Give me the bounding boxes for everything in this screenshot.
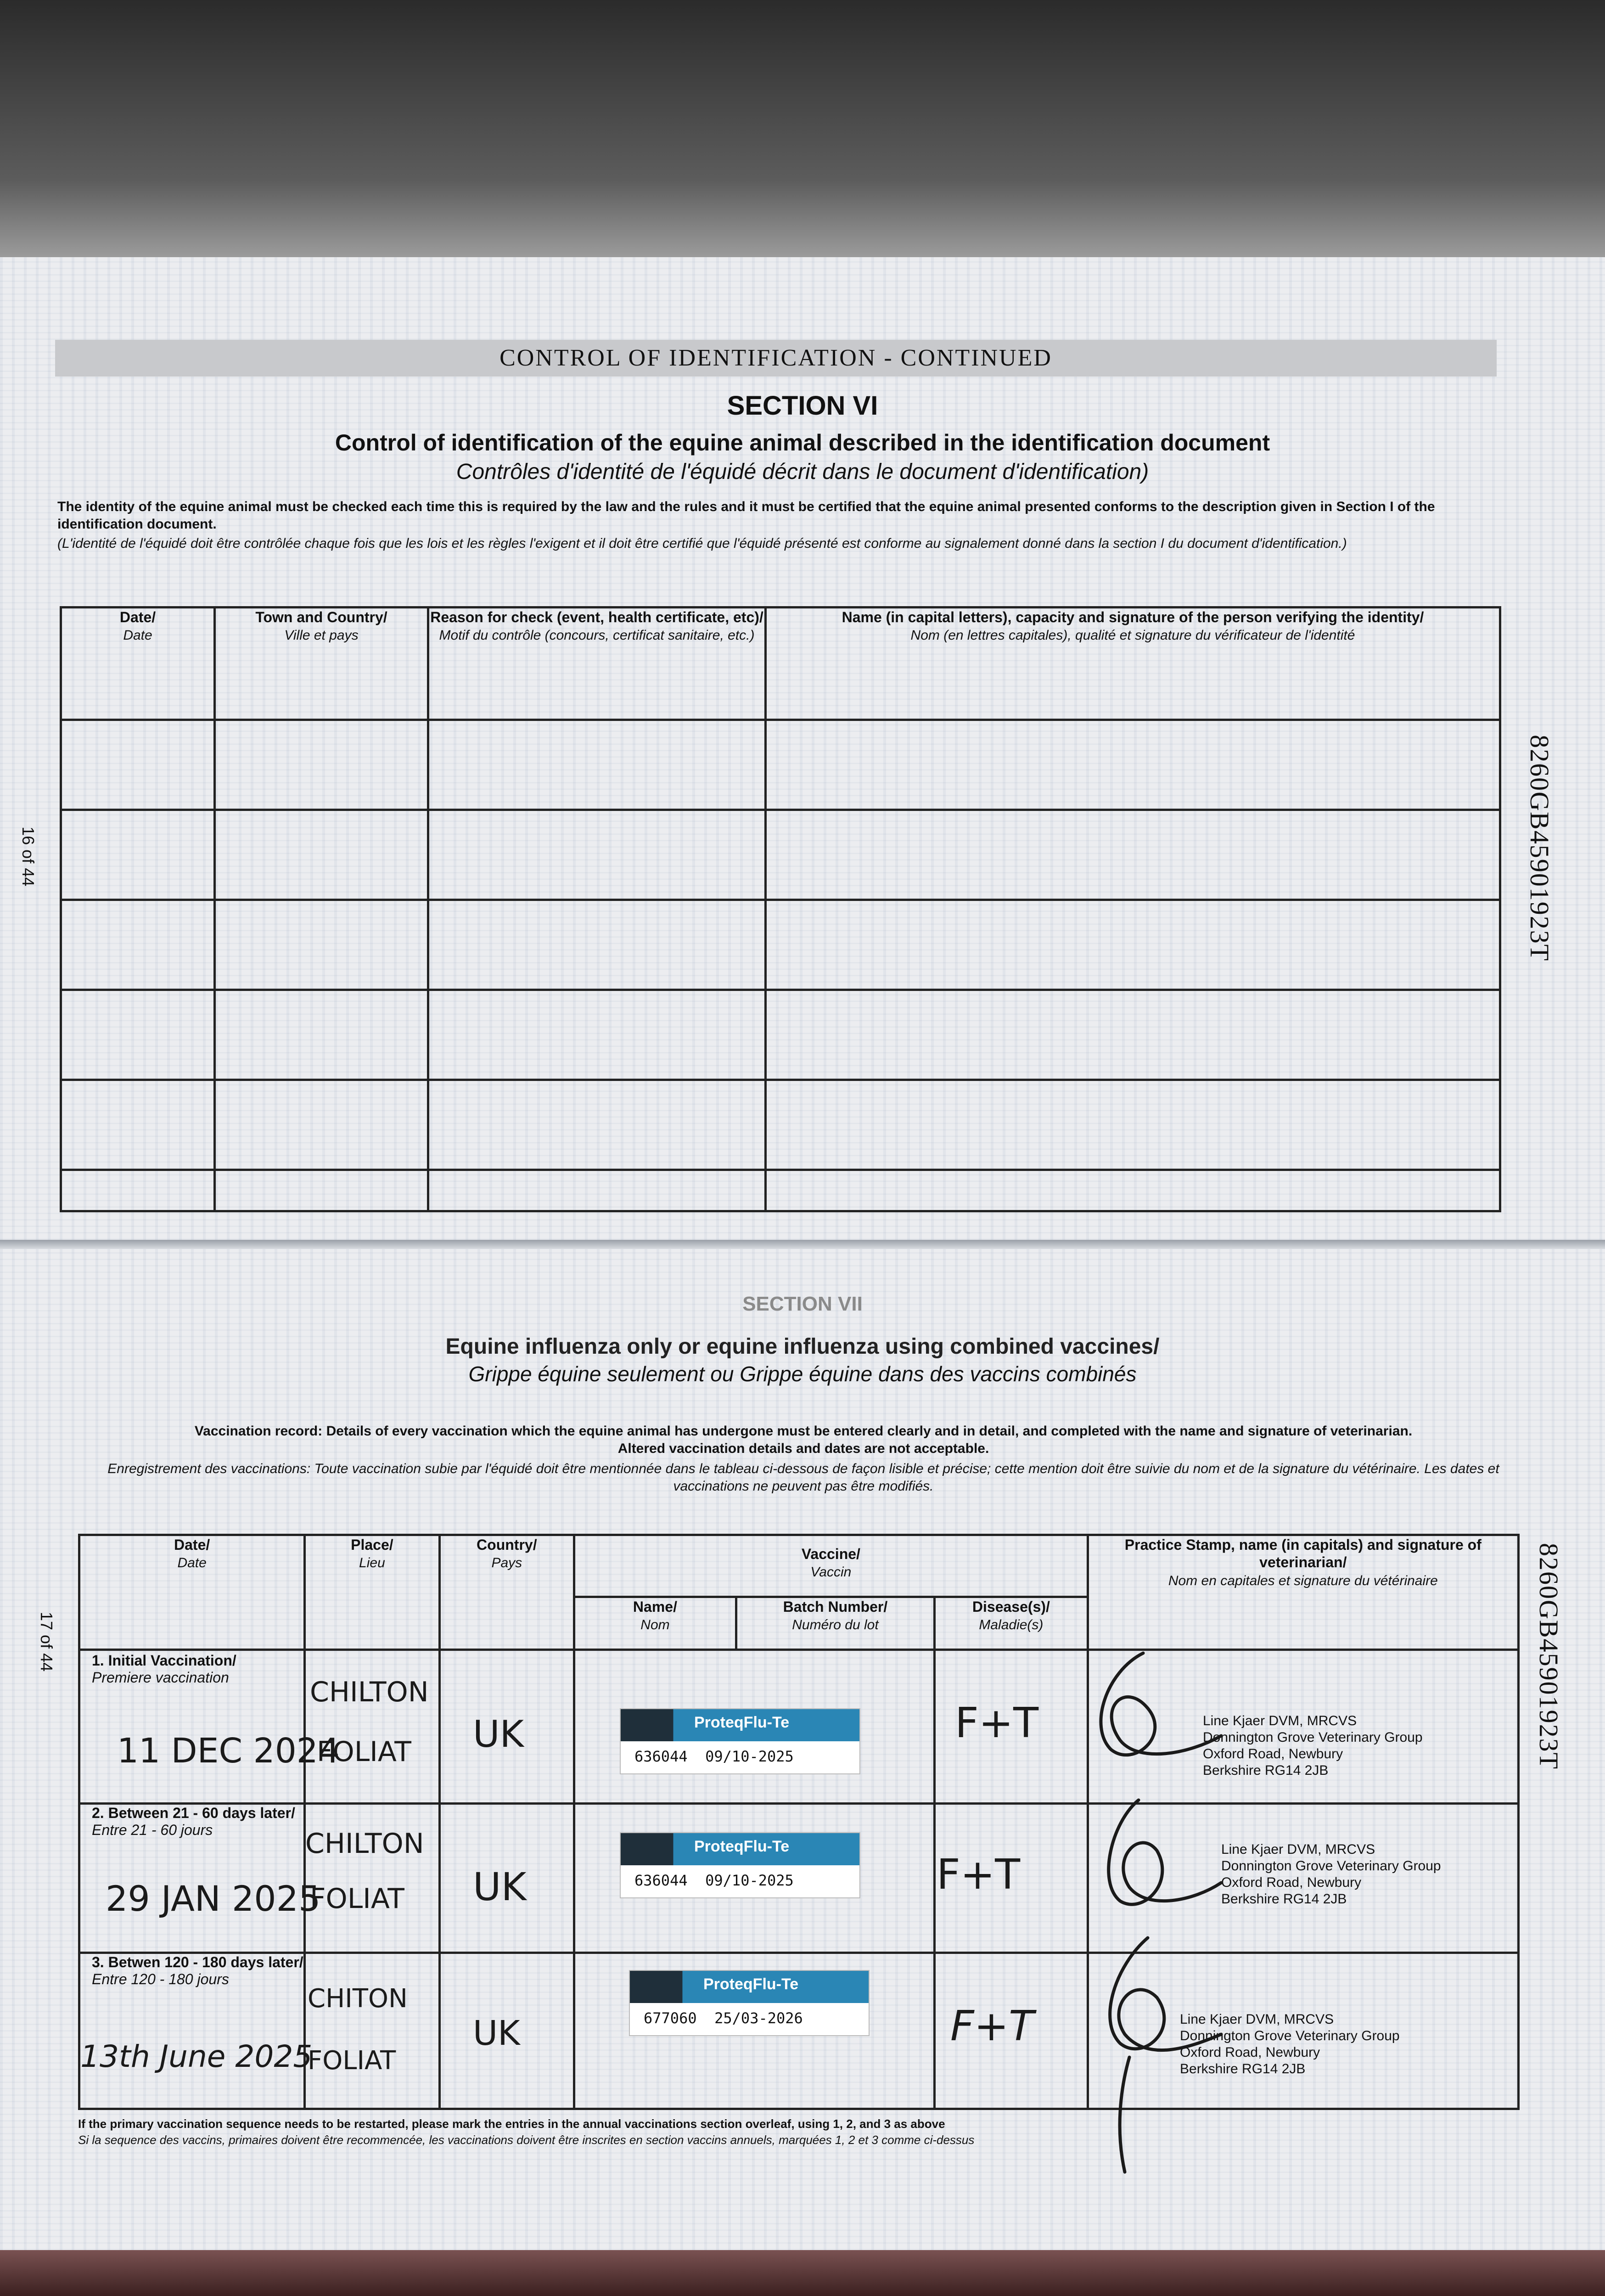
place-line-1: CHITON (308, 1984, 408, 2014)
vet-stamp: Line Kjaer DVM, MRCVS Donnington Grove Veterinary Group Oxford Road, Newbury Berkshire RG14 2JB (1180, 2012, 1400, 2077)
passport-id-bottom: 8260GB45901923T (1534, 1543, 1564, 1770)
expiry-date: 25/03-2026 (714, 2009, 803, 2027)
check-cell[interactable] (766, 720, 1500, 810)
header-practice-stamp: Practice Stamp, name (in capitals) and signature of veterinarian/ Nom en capitales et signature du vétérinaire (1088, 1535, 1518, 1650)
vaccination-date: 13th June 2025 (80, 2039, 313, 2074)
check-cell[interactable] (215, 900, 428, 990)
check-cell[interactable] (428, 990, 766, 1080)
sticker-codes (634, 1872, 794, 1889)
diseases: F+T (937, 1851, 1021, 1899)
vaccine-name: ProteqFlu-Te (703, 1975, 799, 1993)
check-cell[interactable] (215, 1170, 428, 1211)
diseases: F+T (955, 1699, 1039, 1747)
check-cell[interactable] (61, 810, 215, 900)
vaccination-date: 11 DEC 2024 (117, 1731, 340, 1771)
batch-number: 677060 (644, 2009, 697, 2027)
section-6-subtitle-en: Control of identification of the equine animal described in the identification document (335, 430, 1270, 456)
vaccination-row-2-label: 2. Between 21 - 60 days later/ Entre 21 - 60 jours (92, 1805, 295, 1838)
place-line-2: FOLIAT (317, 1736, 411, 1768)
expiry-date: 09/10-2025 (705, 1748, 794, 1765)
place-line-1: CHILTON (305, 1828, 424, 1860)
check-cell[interactable] (61, 900, 215, 990)
sticker-codes (634, 1748, 794, 1765)
check-cell[interactable] (61, 720, 215, 810)
country: UK (473, 2014, 520, 2053)
restart-note-en: If the primary vaccination sequence needs to be restarted, please mark the entries in the annual vaccinations section overleaf, using 1, 2, and 3 as above (78, 2117, 945, 2131)
section-7-subtitle-en: Equine influenza only or equine influenza using combined vaccines/ (445, 1334, 1160, 1359)
section-6-subtitle-fr: Contrôles d'identité de l'équidé décrit dans le document d'identification) (456, 460, 1149, 484)
page-number-17: 17 of 44 (37, 1612, 56, 1672)
batch-number: 636044 (634, 1872, 688, 1889)
vaccine-name: ProteqFlu-Te (694, 1714, 790, 1731)
check-cell[interactable] (215, 1080, 428, 1170)
vet-stamp: Line Kjaer DVM, MRCVS Donnington Grove Veterinary Group Oxford Road, Newbury Berkshire RG14 2JB (1203, 1713, 1423, 1778)
place-line-2: FOLIAT (310, 1883, 404, 1915)
header-diseases: Disease(s)/ Maladie(s) (935, 1597, 1088, 1650)
section-7-intro-en: Vaccination record: Details of every vaccination which the equine animal has undergone must be entered clearly and in detail, and completed with the name and signature of veterinarian. (194, 1424, 1413, 1439)
header-reason: Reason for check (event, health certificate, etc)/ Motif du contrôle (concours, certificat sanitaire, etc.) (428, 608, 766, 720)
section-6-intro-fr: (L'identité de l'équidé doit être contrôlée chaque fois que les lois et les règles l'exigent et il doit être certifié que l'équidé présenté est conforme au signalement donné dans la section I du document d'identification.) (57, 536, 1347, 551)
scan-background-top (0, 0, 1605, 257)
check-cell[interactable] (61, 1080, 215, 1170)
header-date: Date/ Date (79, 1535, 305, 1650)
vet-stamp: Line Kjaer DVM, MRCVS Donnington Grove Veterinary Group Oxford Road, Newbury Berkshire RG14 2JB (1221, 1842, 1441, 1907)
restart-note-fr: Si la sequence des vaccins, primaires doivent être recommencée, les vaccinations doivent être inscrites en section vaccins annuels, marquées 1, 2 et 3 comme ci-dessus (78, 2133, 975, 2147)
check-cell[interactable] (428, 1080, 766, 1170)
country: UK (473, 1864, 527, 1909)
check-cell[interactable] (428, 1170, 766, 1211)
place-line-2: FOLIAT (308, 2046, 396, 2076)
section-banner: CONTROL OF IDENTIFICATION - CONTINUED (55, 340, 1497, 377)
page-number-16: 16 of 44 (19, 827, 38, 887)
vet-signature-icon (1070, 1644, 1235, 2186)
check-cell[interactable] (215, 810, 428, 900)
check-cell[interactable] (61, 1170, 215, 1211)
section-7-intro-en-2: Altered vaccination details and dates are not acceptable. (617, 1441, 989, 1456)
check-cell[interactable] (428, 720, 766, 810)
check-cell[interactable] (215, 990, 428, 1080)
vaccination-row-3-label: 3. Betwen 120 - 180 days later/ Entre 120 - 180 jours (92, 1954, 303, 1987)
vaccine-batch-sticker (620, 1708, 860, 1774)
header-date: Date/ Date (61, 608, 215, 720)
check-cell[interactable] (428, 900, 766, 990)
header-town-country: Town and Country/ Ville et pays (215, 608, 428, 720)
vaccination-row-1-label: 1. Initial Vaccination/ Premiere vaccination (92, 1652, 236, 1686)
sticker-codes (644, 2009, 803, 2027)
header-place: Place/ Lieu (305, 1535, 439, 1650)
section-6-title: SECTION VI (727, 391, 878, 421)
vaccine-name: ProteqFlu-Te (694, 1838, 790, 1855)
section-7-intro-fr: Enregistrement des vaccinations: Toute vaccination subie par l'équidé doit être mentionnée dans le tableau ci-dessous de façon lisible et précise; cette mention doit être suivie du nom et de la signature du vétérinaire. Les dates et vaccinations ne peuvent pas être modifiés. (107, 1461, 1499, 1494)
vaccine-batch-sticker (620, 1832, 860, 1898)
check-cell[interactable] (766, 1080, 1500, 1170)
passport-id-top: 8260GB45901923T (1525, 735, 1554, 962)
check-cell[interactable] (766, 810, 1500, 900)
check-cell[interactable] (61, 990, 215, 1080)
place-line-1: CHILTON (310, 1676, 429, 1708)
header-country: Country/ Pays (439, 1535, 574, 1650)
check-cell[interactable] (215, 720, 428, 810)
scan-background-bottom (0, 2250, 1605, 2296)
identification-check-table (60, 606, 1501, 1212)
section-7-title: SECTION VII (742, 1293, 863, 1315)
expiry-date: 09/10-2025 (705, 1872, 794, 1889)
header-vaccine-name: Name/ Nom (574, 1597, 736, 1650)
header-vaccine: Vaccine/ Vaccin (574, 1535, 1088, 1597)
check-cell[interactable] (766, 1170, 1500, 1211)
section-7-subtitle-fr: Grippe équine seulement ou Grippe équine dans des vaccins combinés (468, 1362, 1137, 1386)
diseases: F+T (950, 2002, 1034, 2050)
vaccination-date: 29 JAN 2025 (106, 1878, 321, 1919)
check-cell[interactable] (428, 810, 766, 900)
check-cell[interactable] (766, 900, 1500, 990)
country: UK (473, 1713, 524, 1756)
book-gutter (0, 1240, 1605, 1249)
header-verifier: Name (in capital letters), capacity and signature of the person verifying the identity/ Nom (en lettres capitales), qualité et signature du vérificateur de l'identité (766, 608, 1500, 720)
section-6-intro-en: The identity of the equine animal must be checked each time this is required by the law and the rules and it must be certified that the equine animal presented conforms to the description given in Section I of the identification document. (57, 499, 1435, 532)
batch-number: 636044 (634, 1748, 688, 1765)
vaccine-batch-sticker (629, 1970, 870, 2036)
header-batch-number: Batch Number/ Numéro du lot (736, 1597, 934, 1650)
check-cell[interactable] (766, 990, 1500, 1080)
